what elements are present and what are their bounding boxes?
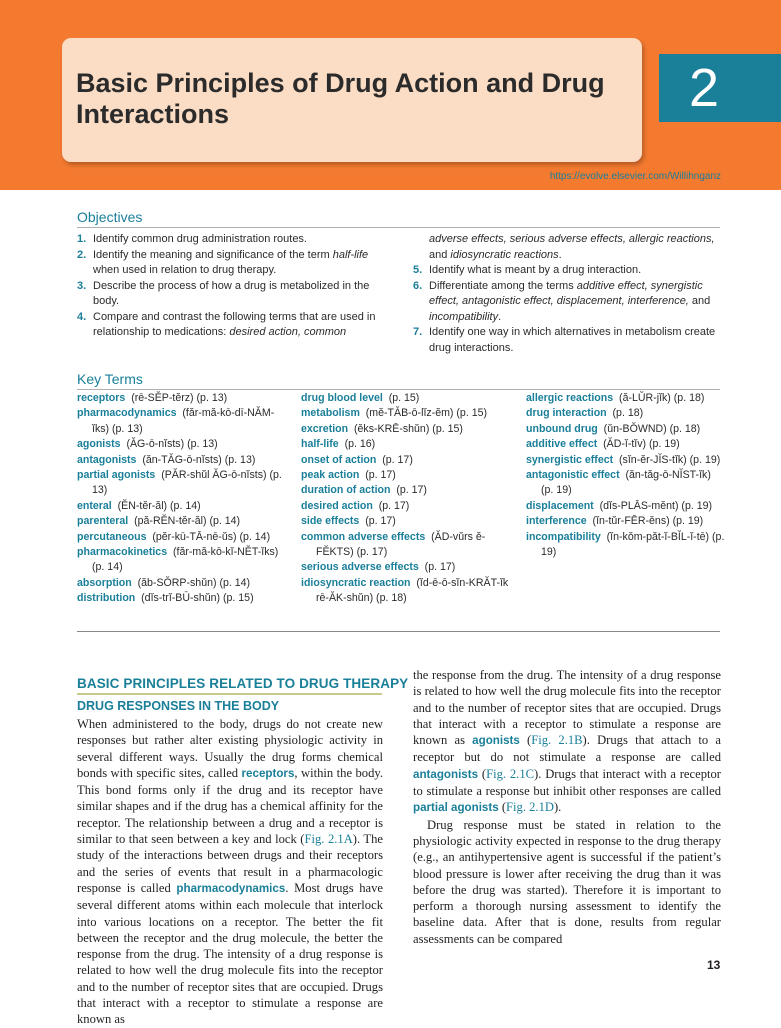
body-paragraph <box>413 667 721 817</box>
key-term[interactable]: parenteral <box>77 515 129 528</box>
key-term-entry <box>526 391 726 406</box>
objective-emphasis: adverse effects, serious adverse effects, allergic reactions, <box>429 233 715 245</box>
key-term-detail: (ĂG-ō-nĭsts) (p. 13) <box>126 438 218 451</box>
key-term[interactable]: metabolism <box>301 407 360 420</box>
key-term[interactable]: enteral <box>77 499 112 512</box>
key-terms-column-1 <box>77 391 287 607</box>
key-term-entry <box>301 576 513 607</box>
body-text: ). Drugs that interact with a receptor to stimulate a response but inhibit other responses are called <box>413 766 721 799</box>
key-term-detail: (ăn-tăg-ō-NĬST-ĭk) (p. 19) <box>541 469 711 497</box>
key-term[interactable]: synergistic effect <box>526 453 614 466</box>
key-term-entry <box>77 576 287 591</box>
key-term[interactable]: common adverse effects <box>301 530 426 543</box>
objective-number: 7. <box>413 326 423 338</box>
body-text: When administered to the body, drugs do not create new responses but rather alter existing physiologic activity in several different ways. Usually the drug forms chemical bonds with specific sites, called <box>77 717 383 780</box>
objective-text: Identify what is meant by a drug interaction. <box>429 264 642 276</box>
key-term-detail: (făr-mă-kō-dī-NĂM-ĭks) (p. 13) <box>92 407 275 435</box>
key-term[interactable]: drug blood level <box>301 392 383 404</box>
key-term-detail: (ăn-TĂG-ō-nĭsts) (p. 13) <box>142 453 256 466</box>
key-term-entry <box>301 453 513 468</box>
key-term-entry <box>301 437 513 452</box>
key-term-detail: (p. 17) <box>365 515 396 528</box>
body-text: ). Drugs that attach to a receptor but do not stimulate a response are called <box>413 733 722 765</box>
key-term-link[interactable]: receptors <box>241 766 295 780</box>
key-term-detail: (ăb-SŎRP-shŭn) (p. 14) <box>137 576 251 589</box>
key-terms-heading: Key Terms <box>77 371 143 387</box>
objective-item <box>77 248 383 279</box>
key-term[interactable]: incompatibility <box>526 530 601 543</box>
key-term[interactable]: peak action <box>301 469 360 482</box>
chapter-number-box <box>659 54 781 122</box>
body-text: ). <box>553 800 562 815</box>
key-term-detail: (ĭd-ē-ō-sĭn-KRĂT-ĭk rē-ĂK-shŭn) (p. 18) <box>316 576 509 605</box>
key-term-detail: (mĕ-TĂB-ō-lĭz-ĕm) (p. 15) <box>365 407 488 420</box>
key-term-entry <box>526 468 726 499</box>
body-text: ( <box>478 766 487 781</box>
body-paragraph <box>77 716 383 1028</box>
objective-text: Identify the meaning and significance of the term <box>93 248 333 261</box>
key-term[interactable]: half-life <box>301 438 339 451</box>
key-term-entry <box>301 422 513 437</box>
figure-link[interactable]: Fig. 2.1B <box>531 733 583 748</box>
key-term-detail: (ĭn-kŏm-păt-ĭ-BĬL-ĭ-tē) (p. 19) <box>541 530 725 559</box>
objectives-column-right <box>413 232 725 356</box>
key-term-entry <box>301 530 513 561</box>
key-term-entry <box>77 406 287 437</box>
key-term[interactable]: antagonistic effect <box>526 469 620 482</box>
key-term-entry <box>77 453 287 468</box>
objective-text: and <box>688 295 711 307</box>
key-term-entry <box>526 453 726 468</box>
key-term-detail: (p. 18) <box>612 407 644 420</box>
key-term-detail: (sĭn-ĕr-JĬS-tĭk) (p. 19) <box>619 453 721 466</box>
figure-link[interactable]: Fig. 2.1D <box>506 800 554 815</box>
key-term[interactable]: displacement <box>526 499 594 512</box>
key-term-detail: (pă-RĔN-tĕr-ăl) (p. 14) <box>134 515 241 528</box>
body-text: ( <box>498 800 507 815</box>
key-term-detail: (p. 15) <box>388 392 420 404</box>
key-terms-column-2 <box>301 391 513 607</box>
key-term-link[interactable]: pharmacodynamics <box>176 881 286 895</box>
key-term-entry <box>77 530 287 545</box>
key-term-entry <box>301 560 513 575</box>
key-term[interactable]: receptors <box>77 392 126 404</box>
key-term-entry <box>301 468 513 483</box>
objective-number: 6. <box>413 279 423 292</box>
key-term[interactable]: side effects <box>301 515 360 528</box>
key-term-detail: (făr-mă-kō-kĭ-NĔT-ĭks) (p. 14) <box>92 546 279 574</box>
objectives-column-left <box>77 232 383 341</box>
objective-emphasis: half-life <box>332 248 369 261</box>
key-term-entry <box>77 591 287 606</box>
key-term-entry <box>301 483 513 498</box>
key-term[interactable]: additive effect <box>526 438 598 451</box>
section-heading: BASIC PRINCIPLES RELATED TO DRUG THERAPY <box>77 676 409 691</box>
key-term[interactable]: pharmacokinetics <box>77 546 168 559</box>
key-term-detail: (dĭs-trĭ-BŪ-shŭn) (p. 15) <box>141 592 254 605</box>
objective-number: 2. <box>77 248 87 261</box>
page-number: 13 <box>707 958 721 972</box>
body-text: . Most drugs have several different atoms within each molecule that interlock into various locations on a receptor. The better the fit between the receptor and the drug molecule, the better the response from the drug. The intensity of a drug response is related to how well the drug molecule fits into the receptor and to the number of receptor sites that are occupied. Drugs that interact with a receptor to stimulate a response are known as <box>77 880 383 1027</box>
subsection-heading: DRUG RESPONSES IN THE BODY <box>77 699 280 713</box>
objective-emphasis: incompatibility <box>429 310 499 323</box>
objective-number: 3. <box>77 279 87 292</box>
key-term-entry <box>526 530 726 561</box>
key-term[interactable]: percutaneous <box>77 530 147 543</box>
key-term[interactable]: pharmacodynamics <box>77 407 177 420</box>
key-term-entry <box>77 545 287 576</box>
figure-link[interactable]: Fig. 2.1C <box>486 766 535 781</box>
body-column-left <box>77 716 384 1027</box>
objective-text: and <box>429 248 451 261</box>
objective-text: Differentiate among the terms <box>429 279 577 292</box>
key-term[interactable]: antagonists <box>77 453 137 466</box>
objectives-heading: Objectives <box>77 209 143 225</box>
key-term-entry <box>526 514 726 529</box>
objective-emphasis: desired action, common <box>229 326 347 338</box>
key-term-detail: (ĂD-vŭrs ĕ-FĔKTS) (p. 17) <box>316 530 486 559</box>
key-term[interactable]: desired action <box>301 499 373 512</box>
key-term-detail: (ĂD-ĭ-tĭv) (p. 19) <box>603 438 680 451</box>
body-text: ( <box>519 733 532 748</box>
key-term-detail: (ă-LŬR-jĭk) (p. 18) <box>619 392 705 404</box>
key-term-entry <box>301 391 513 406</box>
objective-item <box>413 325 725 356</box>
key-terms-bottom-rule <box>77 631 720 632</box>
objective-number: 1. <box>77 233 87 245</box>
key-term[interactable]: interference <box>526 515 587 528</box>
objective-text: Describe the process of how a drug is metabolized in the body. <box>93 279 370 307</box>
objective-item <box>413 279 725 326</box>
key-term-entry <box>77 514 287 529</box>
key-term-entry <box>77 499 287 514</box>
key-term[interactable]: duration of action <box>301 484 391 497</box>
key-term-detail: (rē-SĔP-tĕrz) (p. 13) <box>131 392 228 404</box>
objective-emphasis: idiosyncratic reactions <box>450 248 559 261</box>
objective-item <box>413 263 725 279</box>
key-term-detail: (p. 17) <box>396 484 427 497</box>
key-term-detail: (p. 17) <box>378 499 410 512</box>
key-term-entry <box>301 499 513 514</box>
key-term-entry <box>77 468 287 499</box>
objective-text: . <box>558 248 562 261</box>
key-term[interactable]: idiosyncratic reaction <box>301 576 411 589</box>
key-term-detail: (dĭs-PLĀS-mĕnt) (p. 19) <box>599 499 713 512</box>
key-term[interactable]: absorption <box>77 576 132 589</box>
key-term-detail: (p. 17) <box>365 469 396 482</box>
key-terms-column-3 <box>526 391 726 560</box>
body-text: the response from the drug. The intensity of a drug response is related to how well the drug molecule fits into the receptor and to the number of receptor sites that are occupied. Drugs that interact with a receptor to stimulate a response are known as <box>413 668 721 748</box>
body-text: ). The study of the interactions between drugs and their receptors and the series of events that result in a pharmacologic response is called <box>77 832 384 895</box>
objective-text: Compare and contrast the following terms that are used in relationship to medications: <box>93 310 376 338</box>
objective-item <box>77 279 383 310</box>
key-term[interactable]: excretion <box>301 422 349 435</box>
key-term-detail: (ĕks-KRĒ-shŭn) (p. 15) <box>354 422 463 435</box>
objectives-rule <box>77 227 720 228</box>
key-term-entry <box>301 406 513 421</box>
key-term-detail: (p. 16) <box>344 438 376 451</box>
key-term[interactable]: partial agonists <box>77 469 156 482</box>
chapter-title: Basic Principles of Drug Action and Drug Interactions <box>76 68 605 129</box>
key-term-entry <box>526 422 726 437</box>
body-column-right <box>413 667 721 950</box>
body-text: , within the body. This bond forms only if the drug and its receptor have similar shapes and if the drug has a chemical affinity for the receptor. The relationship between a drug and a receptor is similar to that seen between a key and lock ( <box>77 765 384 847</box>
key-term-detail: (PĂR-shŭl ĂG-ō-nĭsts) (p. 13) <box>92 469 282 497</box>
objective-text: . <box>498 310 502 323</box>
key-term[interactable]: unbound drug <box>526 422 598 435</box>
objective-number: 5. <box>413 264 423 276</box>
objective-item-continued <box>413 232 725 263</box>
key-term-detail: (ĭn-tŭr-FĒR-ĕns) (p. 19) <box>592 515 704 528</box>
figure-link[interactable]: Fig. 2.1A <box>304 832 353 847</box>
key-term[interactable]: agonists <box>77 438 121 451</box>
key-term-entry <box>77 391 287 406</box>
objective-item <box>77 310 383 341</box>
key-term-entry <box>526 437 726 452</box>
key-term-link[interactable]: partial agonists <box>413 801 499 815</box>
chapter-number: 2 <box>688 58 720 118</box>
key-term-detail: (p. 17) <box>382 453 413 466</box>
objective-text: Identify common drug administration routes. <box>93 233 307 245</box>
key-term-entry <box>526 406 726 421</box>
key-term-entry <box>301 514 513 529</box>
key-term-detail: (pĕr-kū-TĀ-nē-ŭs) (p. 14) <box>152 530 271 543</box>
key-term-link[interactable]: agonists <box>472 734 520 748</box>
key-term-entry <box>77 437 287 452</box>
evolve-link[interactable]: https://evolve.elsevier.com/Willihnganz <box>549 171 721 182</box>
key-term[interactable]: serious adverse effects <box>301 561 419 574</box>
key-term[interactable]: onset of action <box>301 453 377 466</box>
key-term[interactable]: distribution <box>77 592 136 605</box>
body-paragraph: Drug response must be stated in relation to the physiologic activity expected in response to the drug therapy (e.g., an antihypertensive agent is successful if the patient’s blood pressure is lower after receiving the drug than it was before the drug was started). Therefore it is important to perform a thorough nursing assessment to identify the baseline data. After that is done, results from regular assessments can be compared <box>413 817 721 946</box>
section-heading-rule <box>77 693 382 695</box>
key-term-link[interactable]: antagonists <box>413 767 479 781</box>
key-terms-rule <box>77 389 720 390</box>
objective-number: 4. <box>77 310 87 323</box>
key-term-detail: (ŭn-BŎWND) (p. 18) <box>603 422 701 435</box>
key-term-entry <box>526 499 726 514</box>
objective-text: when used in relation to drug therapy. <box>93 264 277 276</box>
key-term[interactable]: allergic reactions <box>526 392 614 404</box>
objective-text: Identify one way in which alternatives in metabolism create drug interactions. <box>429 326 716 354</box>
key-term-detail: (ĔN-tĕr-ăl) (p. 14) <box>117 499 201 512</box>
objective-emphasis: additive effect, synergistic effect, antagonistic effect, displacement, interference, <box>429 279 703 307</box>
key-term[interactable]: drug interaction <box>526 407 607 420</box>
key-term-detail: (p. 17) <box>424 561 456 574</box>
objective-item <box>77 232 383 248</box>
